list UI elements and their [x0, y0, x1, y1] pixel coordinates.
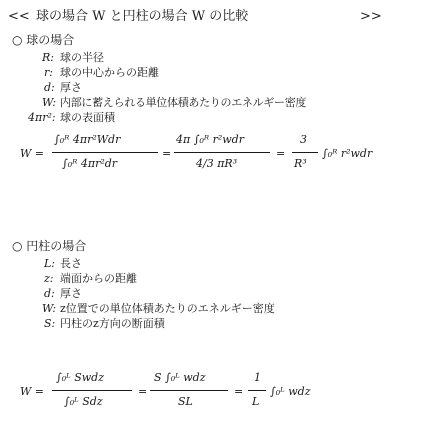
cylinder-def-symbol: d: — [44, 287, 55, 300]
sphere-def-text: 厚さ — [60, 81, 82, 94]
fraction-denominator: SL — [178, 395, 193, 408]
cylinder-def-text: z位置での単位体積あたりのエネルギー密度 — [60, 302, 275, 315]
fraction-numerator: ∫₀ᴿ 4πr²Wdr — [54, 133, 121, 146]
title-open-chevrons: << — [8, 9, 30, 24]
cylinder-def-text: 厚さ — [60, 287, 82, 300]
sphere-def-symbol: W: — [42, 96, 57, 109]
cylinder-def-symbol: S: — [44, 317, 56, 330]
equation-lhs: W = — [20, 385, 45, 398]
fraction-bar — [52, 152, 158, 153]
fraction-bar — [150, 390, 228, 391]
sphere-def-symbol: r: — [44, 66, 53, 79]
cylinder-def-text: 円柱のz方向の断面積 — [60, 317, 165, 330]
sphere-def-text: 球の中心からの距離 — [60, 66, 159, 79]
sphere-def-symbol: R: — [42, 51, 54, 64]
sphere-def-symbol: 4πr²: — [28, 111, 56, 124]
fraction-numerator: ∫₀ᴸ Swdz — [56, 371, 105, 384]
sphere-def-text: 球の表面積 — [60, 111, 115, 124]
sphere-def-text: 内部に蓄えられる単位体積あたりのエネルギー密度 — [60, 96, 307, 109]
equals-sign: = — [138, 385, 148, 398]
fraction-bar — [52, 390, 132, 391]
fraction-numerator: 1 — [254, 371, 261, 384]
cylinder-def-text: 端面からの距離 — [60, 272, 137, 285]
cylinder-def-symbol: W: — [42, 302, 57, 315]
fraction-bar — [174, 152, 270, 153]
fraction-denominator: 4/3 πR³ — [196, 157, 238, 170]
fraction-bar — [292, 152, 318, 153]
equation-lhs: W = — [20, 147, 45, 160]
fraction-denominator: L — [252, 395, 260, 408]
sphere-def-text: 球の半径 — [60, 51, 104, 64]
cylinder-def-symbol: z: — [44, 272, 54, 285]
integral-term: ∫₀ᴸ wdz — [270, 385, 311, 398]
cylinder-def-text: 長さ — [60, 257, 82, 270]
sphere-def-symbol: d: — [44, 81, 55, 94]
title-close-chevrons: >> — [360, 9, 382, 24]
integral-term: ∫₀ᴿ r²wdr — [322, 147, 373, 160]
fraction-numerator: 3 — [300, 133, 307, 146]
equals-sign: = — [276, 147, 286, 160]
page-title: 球の場合 W と円柱の場合 W の比較 — [36, 9, 249, 24]
fraction-denominator: ∫₀ᴿ 4πr²dr — [62, 157, 118, 170]
fraction-numerator: S ∫₀ᴸ wdz — [154, 371, 206, 384]
equals-sign: = — [234, 385, 244, 398]
fraction-numerator: 4π ∫₀ᴿ r²wdr — [176, 133, 244, 146]
fraction-denominator: ∫₀ᴸ Sdz — [64, 395, 103, 408]
fraction-bar — [248, 390, 266, 391]
fraction-denominator: R³ — [294, 157, 307, 170]
cylinder-heading: ○ 円柱の場合 — [12, 239, 87, 253]
equals-sign: = — [162, 147, 172, 160]
sphere-heading: ○ 球の場合 — [12, 33, 75, 47]
cylinder-def-symbol: L: — [44, 257, 56, 270]
